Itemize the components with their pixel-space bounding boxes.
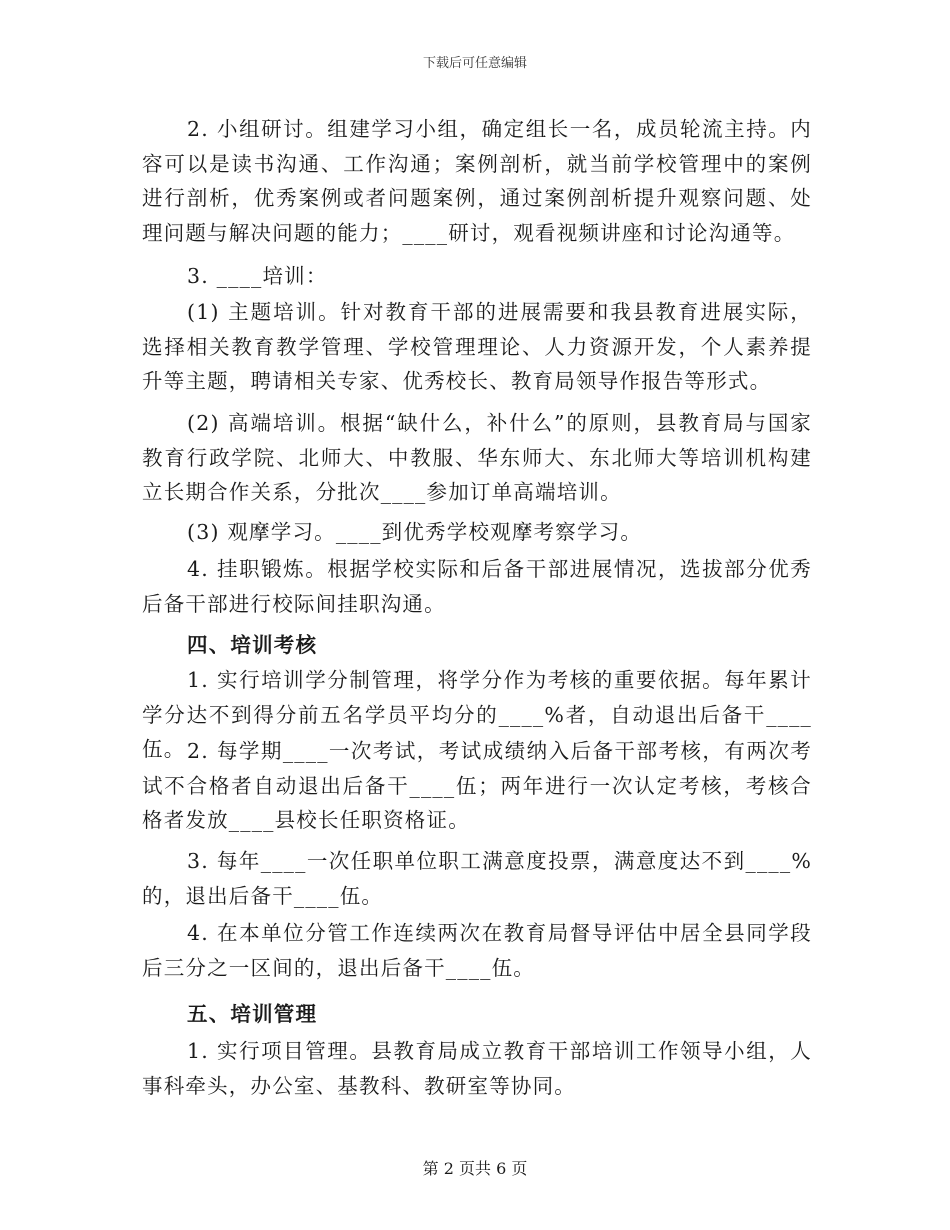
page-header: 下载后可任意编辑 — [422, 56, 527, 71]
paragraph-observation: (3) 观摩学习。____到优秀学校观摩考察学习。 — [187, 520, 643, 544]
section-heading-management: 五、培训管理 — [187, 1002, 318, 1026]
paragraph-advanced-training: (2) 高端培训。根据“缺什么，补什么”的原则，县教育局与国家教育行政学院、北师大、中教服、华东师大、东北师大等培训机构建立长期合作关系，分批次____参加订单高端培训。 — [142, 411, 812, 504]
section-heading-assessment: 四、培训考核 — [187, 633, 318, 657]
paragraph-group-study: 2. 小组研讨。组建学习小组，确定组长一名，成员轮流主持。内容可以是读书沟通、工作沟通；案例剖析，就当前学校管理中的案例进行剖析，优秀案例或者问题案例，通过案例剖析提升观察问题、处理问题与解决问题的能力；____研讨，观看视频讲座和讨论沟通等。 — [142, 117, 812, 245]
paragraph-attachment: 4. 挂职锻炼。根据学校实际和后备干部进展情况，选拔部分优秀后备干部进行校际间挂职沟通。 — [142, 557, 812, 616]
paragraph-theme-training: (1) 主题培训。针对教育干部的进展需要和我县教育进展实际，选择相关教育教学管理、学校管理理论、人力资源开发，个人素养提升等主题，聘请相关专家、优秀校长、教育局领导作报告等形式。 — [142, 300, 812, 393]
paragraph-project-management: 1. 实行项目管理。县教育局成立教育干部培训工作领导小组，人事科牵头，办公室、基教科、教研室等协同。 — [142, 1039, 812, 1098]
paragraph-exams: 2. 每学期____一次考试，考试成绩纳入后备干部考核，有两次考试不合格者自动退出后备干____伍；两年进行一次认定考核，考核合格者发放____县校长任职资格证。 — [142, 739, 812, 832]
paragraph-training: 3. ____培训： — [187, 264, 328, 288]
paragraph-credit-system: 1. 实行培训学分制管理，将学分作为考核的重要依据。每年累计学分达不到得分前五名学员平均分的____%者，自动退出后备干____伍。 — [142, 668, 812, 761]
paragraph-satisfaction: 3. 每年____一次任职单位职工满意度投票，满意度达不到____%的，退出后备干____伍。 — [142, 849, 812, 908]
page-footer: 第 2 页共 6 页 — [422, 1159, 528, 1178]
paragraph-evaluation: 4. 在本单位分管工作连续两次在教育局督导评估中居全县同学段后三分之一区间的，退出后备干____伍。 — [142, 921, 812, 980]
